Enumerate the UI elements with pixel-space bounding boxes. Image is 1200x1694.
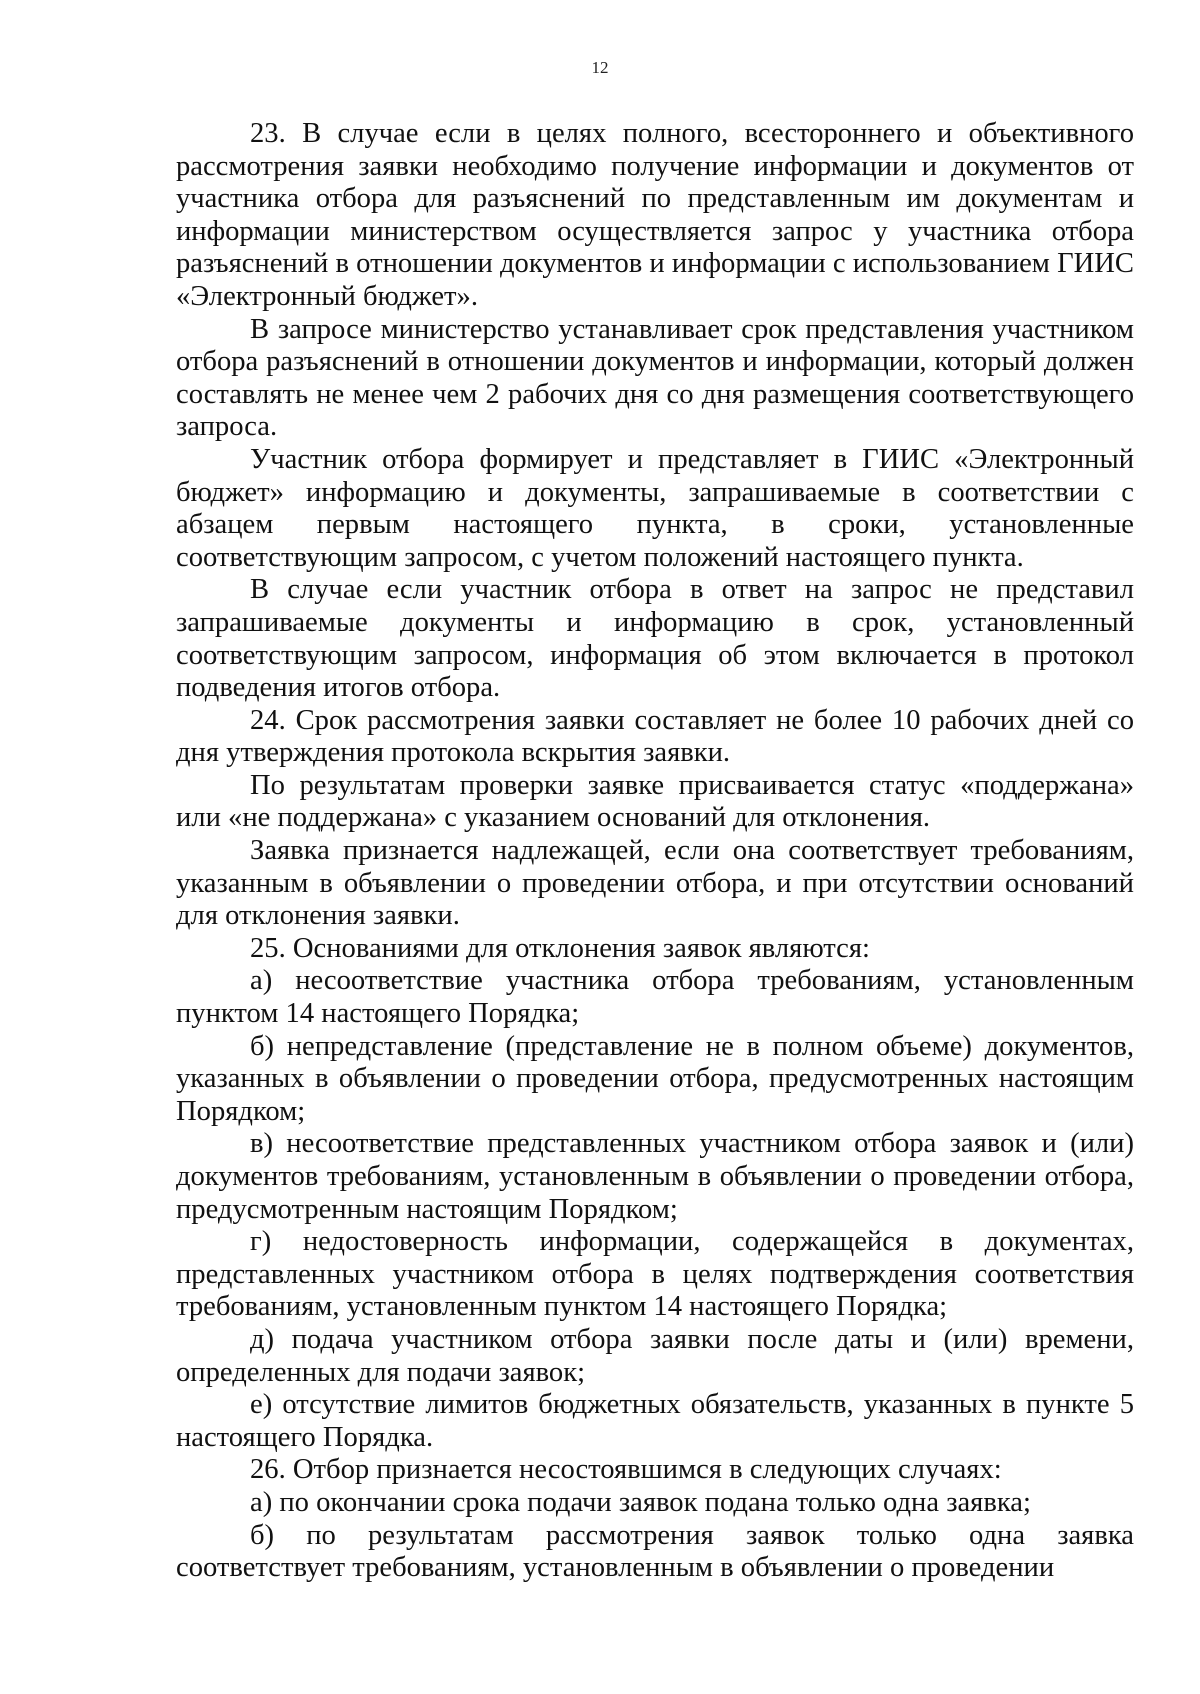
paragraph-25-b: б) непредставление (представление не в полном объеме) документов, указанных в объявлении о проведении отбора, предусмотренных настоящим Порядком; <box>176 1030 1134 1127</box>
paragraph-23-deadline: В запросе министерство устанавливает срок представления участником отбора разъяснений в отношении документов и информации, который должен составлять не менее чем 2 рабочих дня со дня размещения соответствующего запроса. <box>176 313 1134 443</box>
paragraph-25-d: д) подача участником отбора заявки после даты и (или) времени, определенных для подачи заявок; <box>176 1323 1134 1388</box>
paragraph-24: 24. Срок рассмотрения заявки составляет не более 10 рабочих дней со дня утверждения протокола вскрытия заявки. <box>176 704 1134 769</box>
paragraph-23-submission: Участник отбора формирует и представляет в ГИИС «Электронный бюджет» информацию и документы, запрашиваемые в соответствии с абзацем первым настоящего пункта, в сроки, установленные соответствующим запросом, с учетом положений настоящего пункта. <box>176 443 1134 573</box>
document-body <box>176 118 1134 1585</box>
paragraph-25: 25. Основаниями для отклонения заявок являются: <box>250 932 870 964</box>
paragraph-24-proper: Заявка признается надлежащей, если она соответствует требованиям, указанным в объявлении о проведении отбора, и при отсутствии оснований для отклонения заявки. <box>176 835 1134 932</box>
paragraph-26-a: а) по окончании срока подачи заявок подана только одна заявка; <box>250 1486 1031 1518</box>
paragraph-25-e: е) отсутствие лимитов бюджетных обязательств, указанных в пункте 5 настоящего Порядка. <box>176 1389 1134 1453</box>
paragraph-25-g: г) недостоверность информации, содержащейся в документах, представленных участником отбора в целях подтверждения соответствия требованиям, установленным пунктом 14 настоящего Порядка; <box>176 1226 1134 1323</box>
paragraph-26: 26. Отбор признается несостоявшимся в следующих случаях: <box>250 1454 1002 1486</box>
paragraph-23: 23. В случае если в целях полного, всестороннего и объективного рассмотрения заявки необходимо получение информации и документов от участника отбора для разъяснений по представленным им документам и информации министерством осуществляется запрос у участника отбора разъяснений в отношении документов и информации с использованием ГИИС «Электронный бюджет». <box>176 118 1134 312</box>
paragraph-25-v: в) несоответствие представленных участником отбора заявок и (или) документов требованиям, установленным в объявлении о проведении отбора, предусмотренным настоящим Порядком; <box>176 1128 1134 1225</box>
paragraph-23-nonresponse: В случае если участник отбора в ответ на запрос не представил запрашиваемые документы и информацию в срок, установленный соответствующим запросом, информация об этом включается в протокол подведения итогов отбора. <box>176 574 1134 704</box>
page-number: 12 <box>591 58 609 77</box>
paragraph-26-b: б) по результатам рассмотрения заявок только одна заявка соответствует требованиям, установленным в объявлении о проведении <box>176 1519 1134 1584</box>
paragraph-25-a: а) несоответствие участника отбора требованиям, установленным пунктом 14 настоящего Порядка; <box>176 965 1134 1030</box>
paragraph-24-status: По результатам проверки заявке присваивается статус «поддержана» или «не поддержана» с указанием оснований для отклонения. <box>176 769 1134 834</box>
